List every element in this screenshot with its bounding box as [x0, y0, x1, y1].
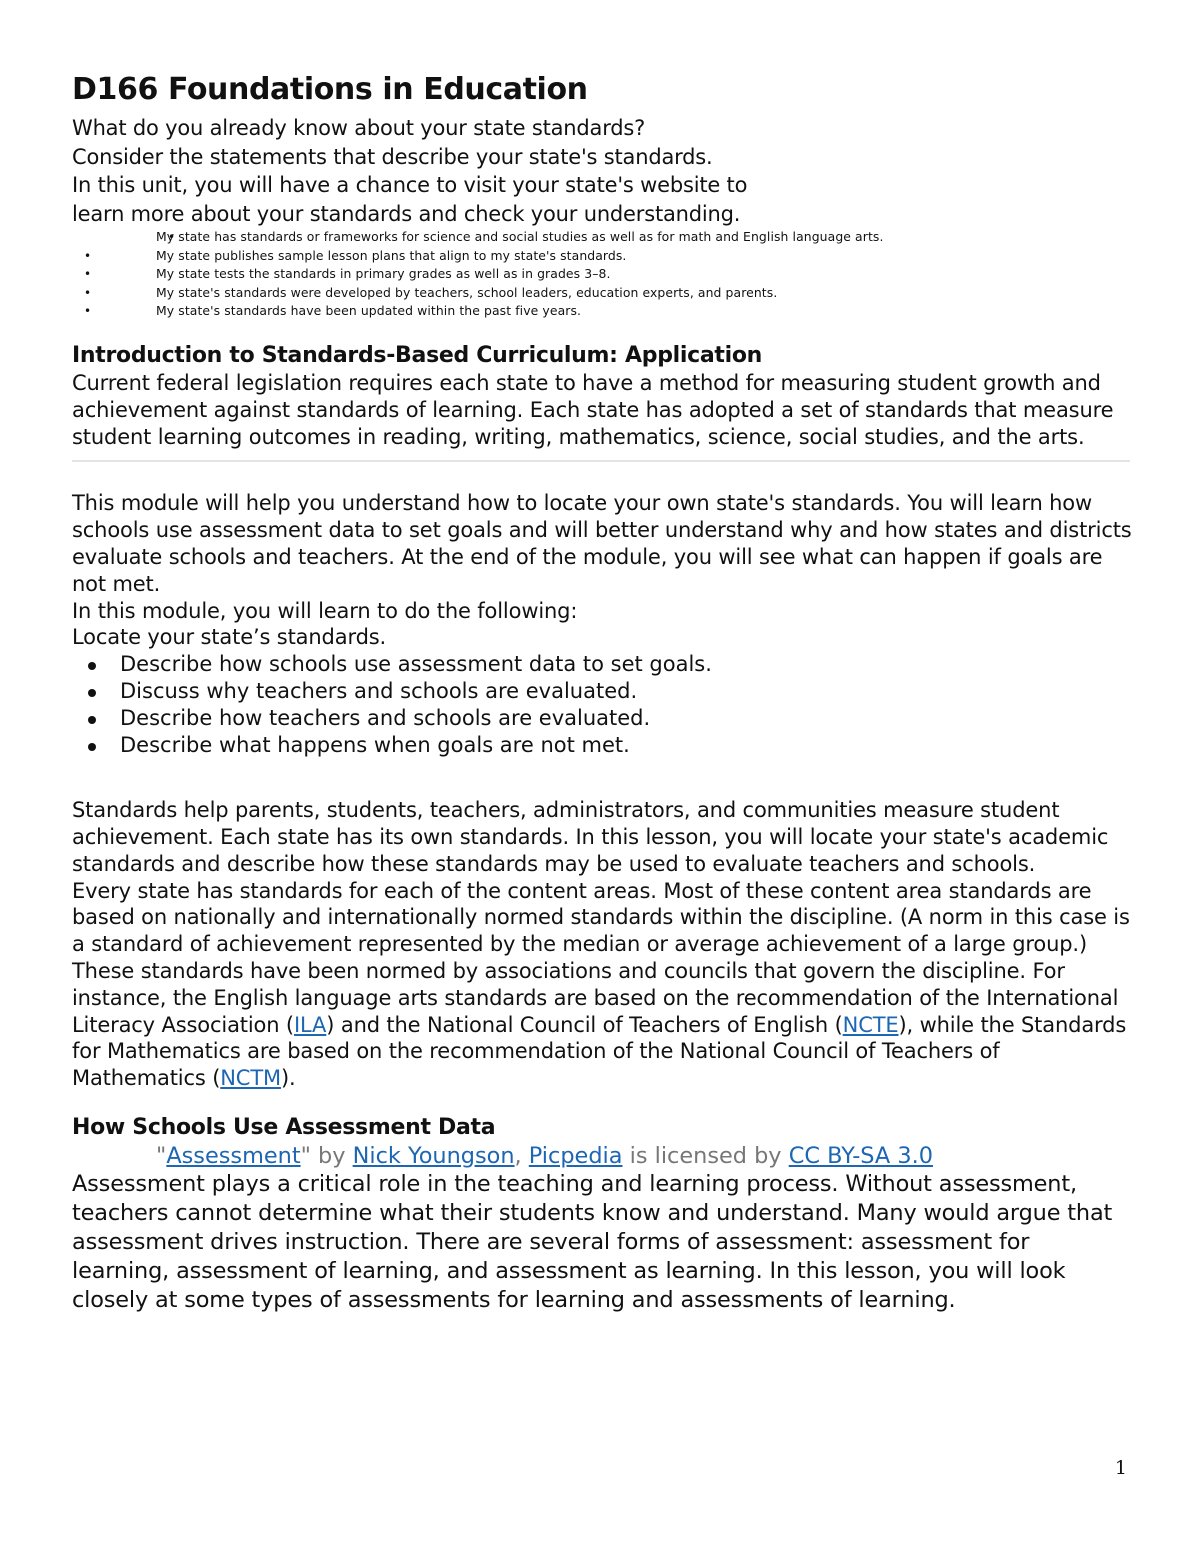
intro-line: Consider the statements that describe your state's standards.: [72, 144, 713, 169]
nctm-link[interactable]: NCTM: [220, 1066, 281, 1091]
attribution-text: " by: [300, 1142, 353, 1169]
author-link[interactable]: Nick Youngson: [352, 1142, 515, 1169]
image-attribution: [72, 1142, 1132, 1170]
intro-lines: [72, 114, 1132, 228]
goal-item: Describe what happens when goals are not met.: [72, 732, 1132, 759]
assessment-paragraph: Assessment plays a critical role in the teaching and learning process. Without assessment, teachers cannot determine what their students know and understand. Many would argue that assessment drives instruction. There are several forms of assessment: assessment for learning, assessment of learning, and assessment as learning. In this lesson, you will look closely at some types of assessments for learning and assessments of learning.: [72, 1170, 1113, 1313]
attribution-text: is licensed by: [622, 1142, 789, 1169]
module-lead-in: In this module, you will learn to do the following:: [72, 598, 578, 623]
source-link[interactable]: Picpedia: [528, 1142, 623, 1169]
document-title: D166 Foundations in Education: [72, 72, 588, 107]
ila-link[interactable]: ILA: [293, 1012, 327, 1037]
intro-line: In this unit, you will have a chance to visit your state's website to: [72, 173, 748, 197]
goal-item: Discuss why teachers and schools are evaluated.: [72, 678, 1132, 705]
section-divider: [72, 460, 1130, 462]
module-paragraph: This module will help you understand how to locate your own state's standards. You will learn how schools use assessment data to set goals and will better understand why and how states and districts evaluate schools and teachers. At the end of the module, you will see what can happen if goals are not met.: [72, 491, 1132, 596]
goal-item: Describe how schools use assessment data to set goals.: [72, 651, 1132, 678]
standards-paragraph-1: Standards help parents, students, teachers, administrators, and communities measure student achievement. Each state has its own standards. In this lesson, you will locate your state's academic standards and describe how these standards may be used to evaluate teachers and schools.: [72, 798, 1109, 876]
statement-item: • My state publishes sample lesson plans that align to my state's standards.: [72, 247, 1132, 266]
standards-text: ).: [280, 1066, 296, 1091]
standards-text: ) and the National Council of Teachers of English (: [326, 1012, 843, 1037]
module-first-goal: Locate your state’s standards.: [72, 625, 387, 650]
statement-item: • My state tests the standards in primary grades as well as in grades 3–8.: [72, 265, 1132, 284]
license-link[interactable]: CC BY-SA 3.0: [788, 1142, 933, 1169]
standards-paragraph-2: [72, 878, 1132, 1092]
goal-item: Describe how teachers and schools are evaluated.: [72, 705, 1132, 732]
section-heading-intro-standards: Introduction to Standards-Based Curriculum: Application: [72, 342, 763, 368]
statement-item: • My state's standards were developed by teachers, school leaders, education experts, and parents.: [72, 284, 1132, 303]
intro-line: learn more about your standards and check your understanding.: [72, 201, 741, 226]
document-page: [72, 66, 1132, 1315]
intro-standards-paragraph: Current federal legislation requires each state to have a method for measuring student growth and achievement against standards of learning. Each state has adopted a set of standards that measure student learning outcomes in reading, writing, mathematics, science, social studies, and the arts.: [72, 370, 1114, 449]
state-statements-list: [72, 228, 1132, 321]
attribution-text: ,: [514, 1142, 529, 1169]
ncte-link[interactable]: NCTE: [842, 1012, 899, 1037]
standards-text: Every state has standards for each of the content areas. Most of these content area standards are based on nationally and internationally normed standards within the discipline. (A norm in this case is a standard of achievement represented by the median or average achievement of a large group.) These standards have been normed by associations and councils that govern the discipline. For instance, the English language arts standards are based on the recommendation of the International Literacy Association (: [72, 878, 1130, 1037]
section-heading-assessment-data: How Schools Use Assessment Data: [72, 1114, 496, 1140]
standards-text: ), while the Standards for Mathematics are based on the recommendation of the National Council of Teachers of Mathematics (: [72, 1012, 1127, 1091]
attribution-text: ": [156, 1142, 167, 1169]
statement-item: • My state has standards or frameworks for science and social studies as well as for math and English language arts.: [72, 228, 1132, 247]
page-number: 1: [1114, 1457, 1127, 1479]
module-goals-list: [72, 651, 1132, 759]
assessment-work-link[interactable]: Assessment: [166, 1142, 301, 1169]
statement-item: • My state's standards have been updated within the past five years.: [72, 302, 1132, 321]
intro-line: What do you already know about your state standards?: [72, 116, 646, 140]
